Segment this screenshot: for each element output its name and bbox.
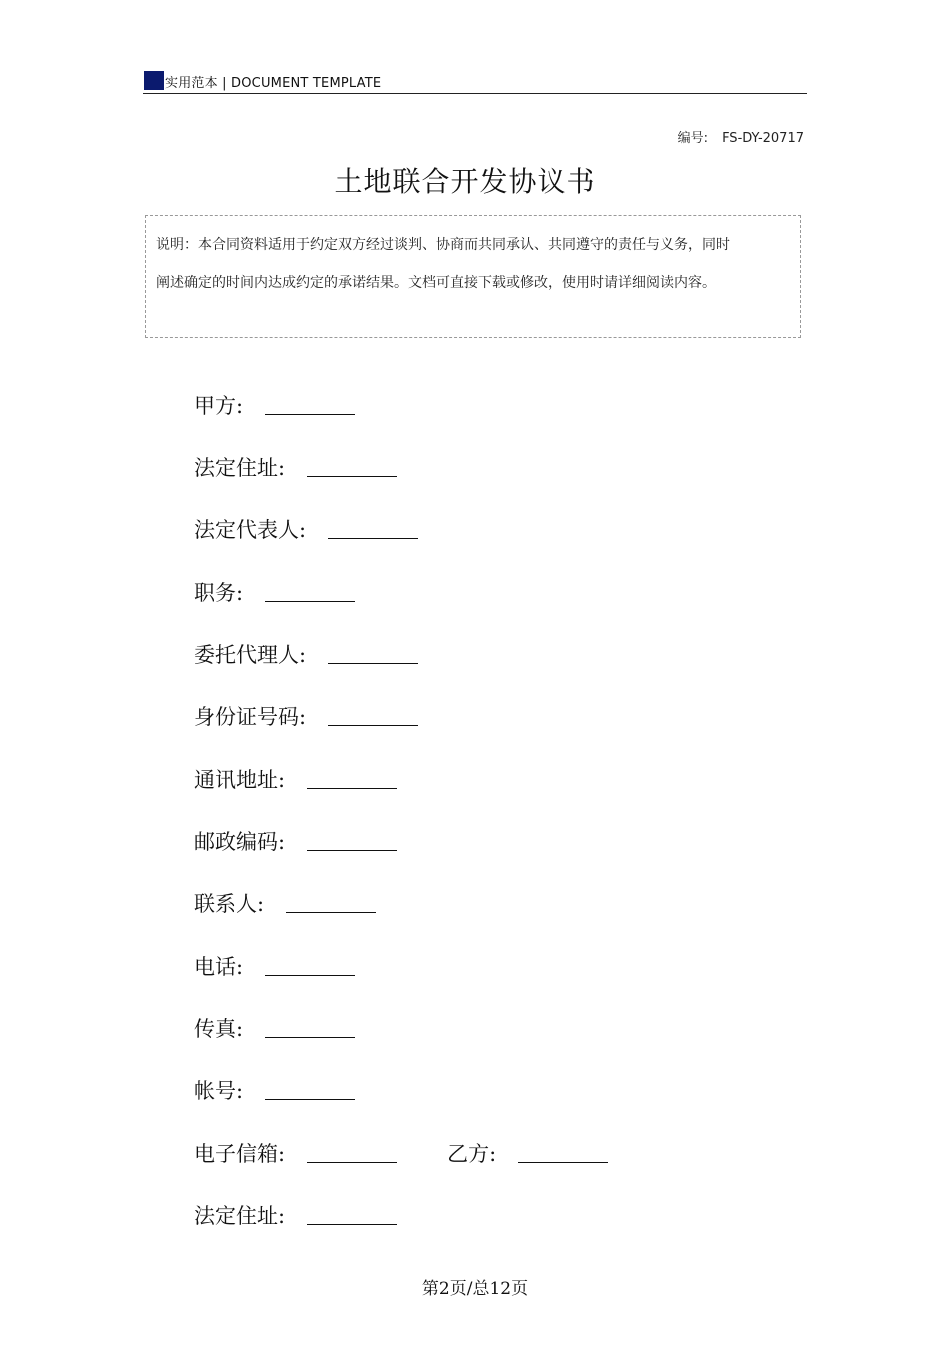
field-label: 帐号:: [194, 1079, 244, 1103]
field-label: 邮政编码:: [194, 830, 286, 854]
field-row: [194, 577, 355, 607]
field-label: 法定代表人:: [194, 518, 307, 542]
description-text: 说明：本合同资料适用于约定双方经过谈判、协商而共同承认、共同遵守的责任与义务，同时阐述确定的时间内达成约定的承诺结果。文档可直接下载或修改，使用时请详细阅读内容。: [156, 237, 730, 291]
field-blank[interactable]: [328, 707, 418, 726]
field-row: [194, 764, 397, 794]
field-blank[interactable]: [265, 396, 355, 415]
field-blank[interactable]: [265, 1081, 355, 1100]
field-label: 职务:: [194, 581, 244, 605]
field-blank[interactable]: [265, 583, 355, 602]
field-row: [194, 888, 376, 918]
field-label: 通讯地址:: [194, 768, 286, 792]
field-row: [194, 826, 397, 856]
field-row: [194, 639, 418, 669]
document-number-label: 编号:: [677, 131, 709, 146]
field-label: 身份证号码:: [194, 705, 307, 729]
field-label: 法定住址:: [194, 1204, 286, 1228]
field-blank[interactable]: [307, 1144, 397, 1163]
field-row: [194, 452, 397, 482]
document-header: [143, 68, 807, 94]
field-label: 传真:: [194, 1017, 244, 1041]
field-row: [194, 1138, 608, 1168]
field-row: [194, 951, 355, 981]
field-label: 联系人:: [194, 892, 265, 916]
field-blank[interactable]: [307, 770, 397, 789]
logo-square-icon: [144, 71, 164, 90]
field-row: [194, 701, 418, 731]
document-number-value: FS-DY-20717: [722, 131, 804, 146]
page-indicator: 第2页/总12页: [421, 1279, 529, 1299]
field-blank[interactable]: [307, 832, 397, 851]
field-row: [194, 1200, 397, 1230]
field-blank[interactable]: [307, 458, 397, 477]
document-number: [678, 127, 804, 146]
field-label-second: 乙方:: [447, 1142, 497, 1166]
field-blank[interactable]: [328, 645, 418, 664]
field-label: 电话:: [194, 955, 244, 979]
field-label: 甲方:: [194, 394, 244, 418]
field-blank-second[interactable]: [518, 1144, 608, 1163]
field-blank[interactable]: [265, 1019, 355, 1038]
field-row: [194, 390, 355, 420]
field-blank[interactable]: [286, 894, 376, 913]
field-label: 法定住址:: [194, 456, 286, 480]
page-title: 土地联合开发协议书: [334, 165, 596, 198]
page-footer: [0, 1274, 950, 1299]
header-text: 实用范本 | DOCUMENT TEMPLATE: [165, 76, 382, 91]
field-blank[interactable]: [265, 957, 355, 976]
field-row: [194, 1075, 355, 1105]
field-blank[interactable]: [328, 520, 418, 539]
field-row: [194, 514, 418, 544]
field-label: 委托代理人:: [194, 643, 307, 667]
field-label: 电子信箱:: [194, 1142, 286, 1166]
field-blank[interactable]: [307, 1206, 397, 1225]
description-box: [145, 215, 801, 338]
field-row: [194, 1013, 355, 1043]
